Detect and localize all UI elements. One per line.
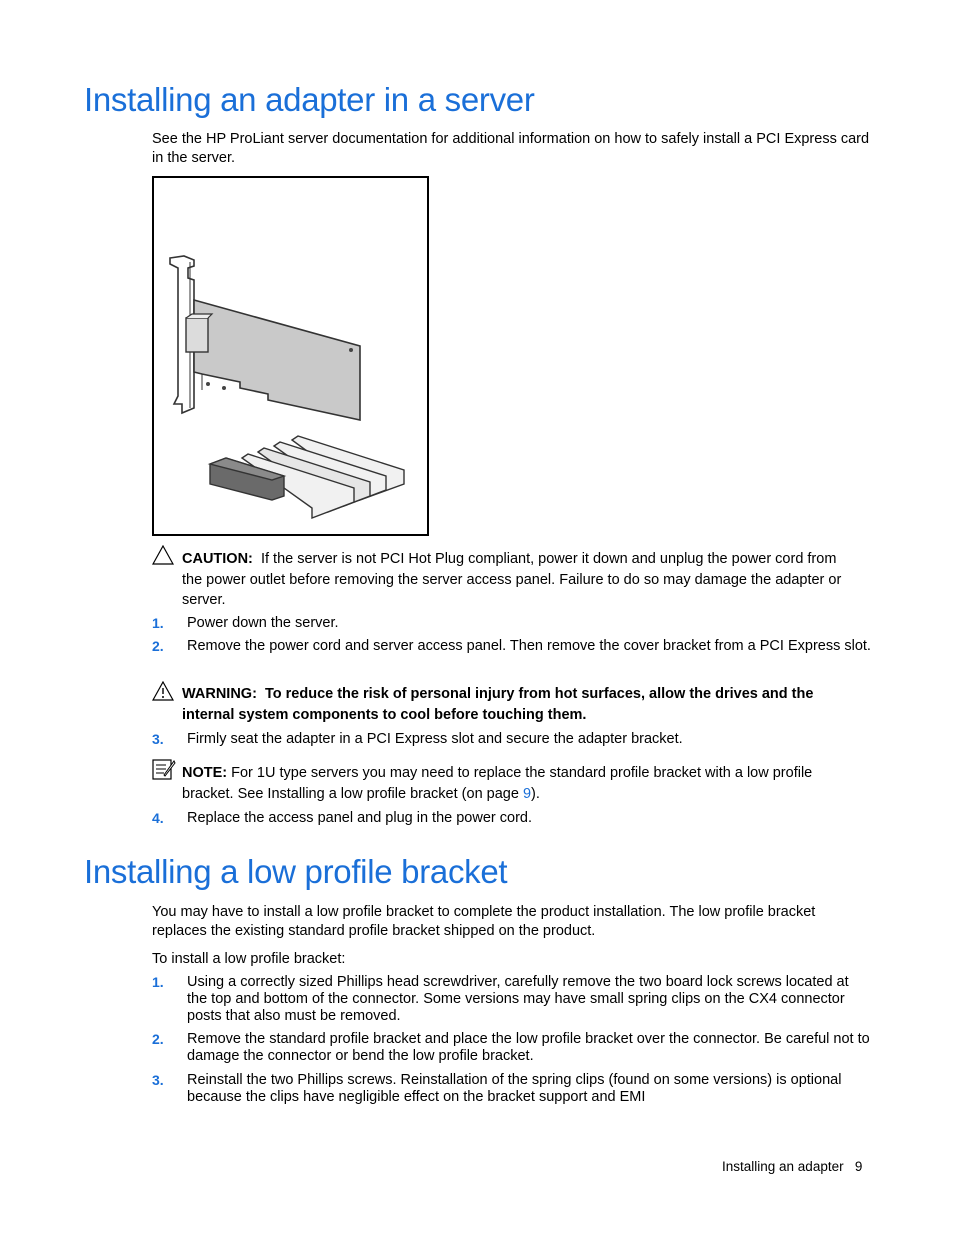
pci-card-drawing [154, 178, 427, 534]
step-text: Firmly seat the adapter in a PCI Express slot and secure the adapter bracket. [187, 731, 683, 747]
caution-text: If the server is not PCI Hot Plug compliant, power it down and unplug the power cord from the power outlet before removing the server access panel. Failure to do so may damage the adapter or server. [182, 551, 842, 608]
warning-text: To reduce the risk of personal injury from hot surfaces, allow the drives and the internal system components to cool before touching them. [182, 686, 814, 723]
note-text-end: ). [531, 785, 540, 802]
section1-intro: See the HP ProLiant server documentation for additional information on how to safely install a PCI Express card in the server. [152, 131, 870, 166]
warning-icon [152, 681, 174, 701]
page-link[interactable]: 9 [522, 785, 532, 802]
section-title-installing-adapter: Installing an adapter in a server [84, 81, 535, 118]
caution-label: CAUTION: [182, 551, 253, 567]
warning-label: WARNING: [182, 686, 257, 702]
note-notice [182, 763, 854, 804]
footer-page-number: 9 [854, 1159, 863, 1174]
step-text: Reinstall the two Phillips screws. Reinstallation of the spring clips (found on some versions) is optional because the clips have negligible effect on the bracket support and EMI [187, 1072, 842, 1105]
step-number: 3. [152, 1072, 164, 1088]
step-text: Remove the power cord and server access panel. Then remove the cover bracket from a PCI Express slot. [187, 638, 871, 654]
note-icon [152, 759, 176, 781]
step-number: 2. [152, 638, 164, 654]
step-text: Replace the access panel and plug in the power cord. [187, 810, 532, 826]
step-text: Power down the server. [187, 615, 339, 631]
footer [722, 1159, 862, 1174]
adapter-illustration [152, 176, 429, 536]
caution-notice [182, 549, 848, 611]
footer-section: Installing an adapter [722, 1159, 844, 1174]
warning-notice [182, 684, 864, 725]
step-number: 1. [152, 615, 164, 631]
section-title-low-profile-bracket: Installing a low profile bracket [84, 853, 508, 890]
note-text: For 1U type servers you may need to replace the standard profile bracket with a low profile bracket. See Installing a low profile bracket (on page [182, 765, 813, 802]
section2-lead: To install a low profile bracket: [152, 951, 346, 967]
section2-intro: You may have to install a low profile bracket to complete the product installation. The low profile bracket replaces the existing standard profile bracket shipped on the product. [152, 904, 816, 939]
step-number: 1. [152, 974, 164, 990]
step-text: Using a correctly sized Phillips head screwdriver, carefully remove the two board lock screws located at the top and bottom of the connector. Some versions may have small spring clips on the CX4 connector posts that also must be removed. [187, 974, 849, 1024]
caution-icon [152, 545, 174, 565]
note-label: NOTE: [182, 765, 228, 781]
step-number: 2. [152, 1031, 164, 1047]
step-number: 4. [152, 810, 164, 826]
step-text: Remove the standard profile bracket and place the low profile bracket over the connector. Be careful not to damage the connector or bend the low profile bracket. [187, 1031, 870, 1064]
step-number: 3. [152, 731, 164, 747]
